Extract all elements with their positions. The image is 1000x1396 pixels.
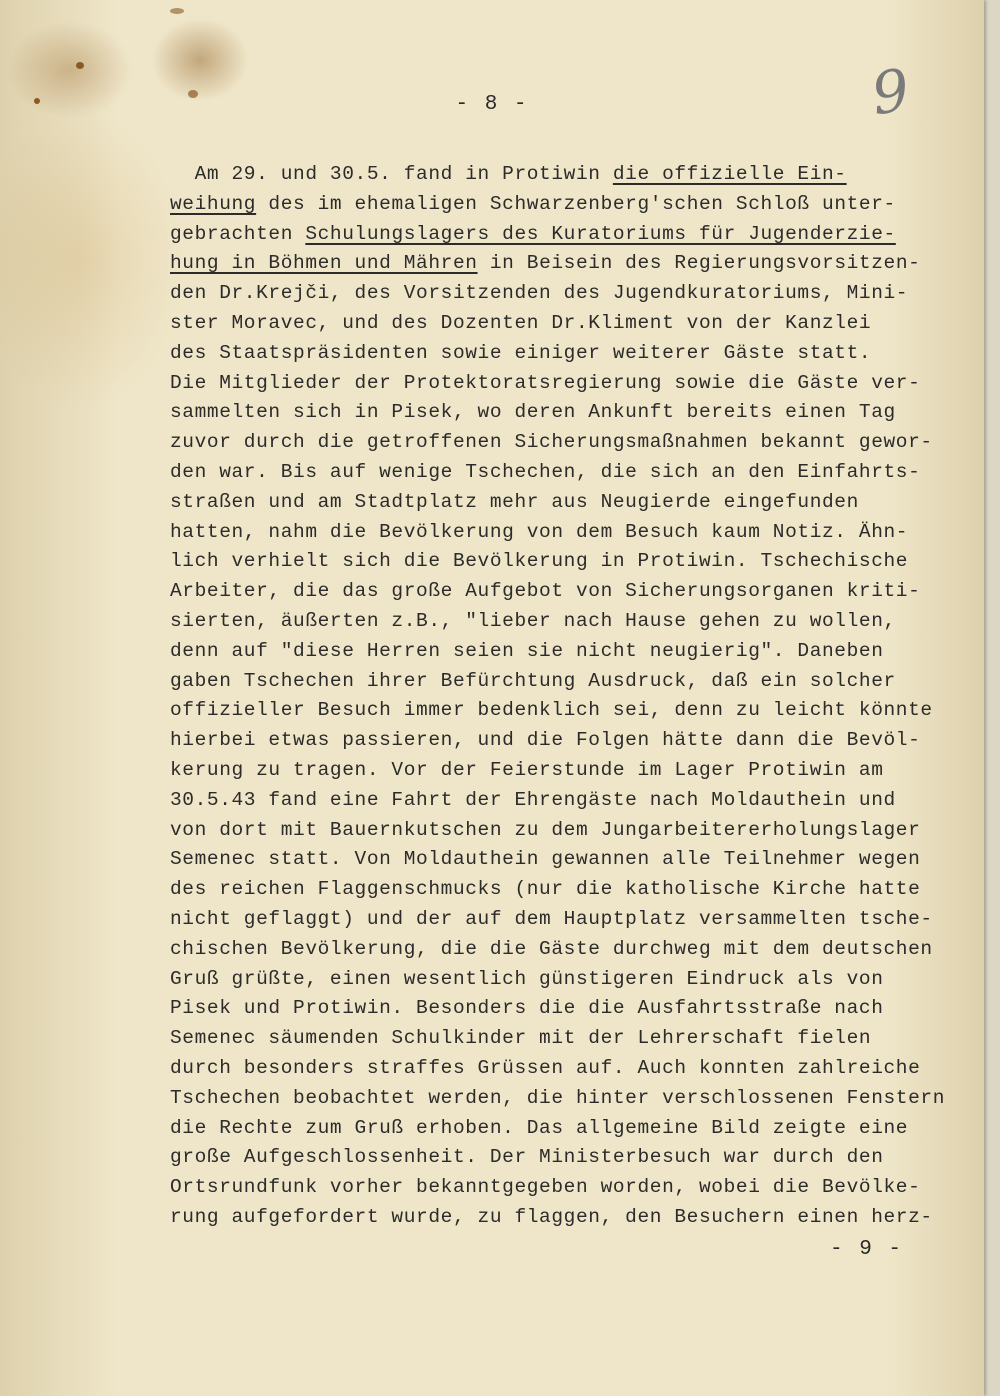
underlined-text: weihung [170, 192, 257, 215]
text-segment: des reichen Flaggenschmucks (nur die katholische Kirche hatte [170, 878, 921, 901]
text-line [170, 905, 933, 935]
text-line [170, 1173, 930, 1203]
underlined-text: hung in Böhmen und Mähren [170, 252, 478, 275]
text-segment: den war. Bis auf wenige Tschechen, die sich an den Einfahrts- [170, 460, 921, 483]
text-line [170, 1114, 930, 1144]
text-line [170, 1203, 933, 1233]
text-line [170, 726, 930, 756]
catchword-next-page: - 9 - [830, 1238, 904, 1261]
text-line [170, 935, 933, 965]
text-line [170, 547, 930, 577]
burn-stain [76, 62, 84, 69]
text-segment: Semenec statt. Von Moldauthein gewannen alle Teilnehmer wegen [170, 848, 921, 871]
text-segment: sammelten sich in Pisek, wo deren Ankunft bereits einen Tag [170, 401, 896, 424]
text-line [170, 339, 930, 369]
text-line [170, 786, 930, 816]
text-segment: durch besonders straffes Grüssen auf. Auch konnten zahlreiche [170, 1056, 921, 1079]
text-segment: sierten, äußerten z.B., "lieber nach Hause gehen zu wollen, [170, 609, 896, 632]
text-line [170, 845, 930, 875]
text-line [170, 369, 930, 399]
text-line [170, 994, 930, 1024]
text-line [170, 488, 930, 518]
text-line [170, 249, 930, 279]
text-segment: des Staatspräsidenten sowie einiger weiterer Gäste statt. [170, 341, 872, 364]
page-number: - 8 - [455, 93, 529, 116]
text-segment: Tschechen beobachtet werden, die hinter verschlossenen Fenstern [170, 1086, 946, 1109]
text-segment: den Dr.Krejči, des Vorsitzenden des Jugendkuratoriums, Mini- [170, 282, 909, 305]
text-line [170, 309, 930, 339]
text-segment: hierbei etwas passieren, und die Folgen hätte dann die Bevöl- [170, 729, 921, 752]
text-line [170, 190, 930, 220]
text-segment: rung aufgefordert wurde, zu flaggen, den Besuchern einen herz- [170, 1205, 933, 1228]
text-segment: des im ehemaligen Schwarzenberg'schen Schloß unter- [256, 192, 896, 215]
text-line [170, 428, 933, 458]
body-text [170, 160, 946, 1233]
text-segment: Pisek und Protiwin. Besonders die die Ausfahrtsstraße nach [170, 997, 884, 1020]
text-segment: nicht geflaggt) und der auf dem Hauptplatz versammelten tsche- [170, 907, 933, 930]
text-segment: Arbeiter, die das große Aufgebot von Sicherungsorganen kriti- [170, 580, 921, 603]
text-segment: Ortsrundfunk vorher bekanntgegeben worden, wobei die Bevölke- [170, 1176, 921, 1199]
text-segment: gebrachten [170, 222, 306, 245]
text-line [170, 667, 930, 697]
text-line [170, 1054, 930, 1084]
text-line [170, 577, 930, 607]
text-segment: Gruß grüßte, einen wesentlich günstigeren Eindruck als von [170, 967, 884, 990]
text-line [170, 1084, 946, 1114]
text-segment: ster Moravec, und des Dozenten Dr.Kliment von der Kanzlei [170, 311, 872, 334]
text-line [170, 458, 930, 488]
text-line [170, 875, 930, 905]
text-line [170, 518, 930, 548]
text-line [170, 965, 930, 995]
underlined-text: Schulungslagers des Kuratoriums für Jugenderzie- [305, 222, 896, 245]
text-segment: Semenec säumenden Schulkinder mit der Lehrerschaft fielen [170, 1027, 872, 1050]
text-line [170, 816, 930, 846]
text-segment: 30.5.43 fand eine Fahrt der Ehrengäste nach Moldauthein und [170, 788, 896, 811]
handwritten-page-number: 9 [867, 55, 914, 129]
text-line [170, 1143, 930, 1173]
text-line [170, 220, 930, 250]
text-line [170, 398, 930, 428]
text-line [170, 160, 930, 190]
text-segment: die Rechte zum Gruß erhoben. Das allgemeine Bild zeigte eine [170, 1116, 909, 1139]
text-segment: Am 29. und 30.5. fand in Protiwin [170, 163, 613, 185]
text-segment: denn auf "diese Herren seien sie nicht neugierig". Daneben [170, 639, 884, 662]
text-line [170, 607, 930, 637]
text-line [170, 756, 930, 786]
underlined-text: die offizielle Ein- [612, 163, 847, 185]
text-segment: lich verhielt sich die Bevölkerung in Protiwin. Tschechische [170, 550, 909, 573]
text-segment: chischen Bevölkerung, die die Gäste durchweg mit dem deutschen [170, 937, 933, 960]
text-segment: kerung zu tragen. Vor der Feierstunde im Lager Protiwin am [170, 758, 884, 781]
text-segment: gaben Tschechen ihrer Befürchtung Ausdruck, daß ein solcher [170, 669, 896, 692]
text-segment: in Beisein des Regierungsvorsitzen- [477, 252, 921, 275]
text-line [170, 1024, 930, 1054]
text-line [170, 637, 930, 667]
text-segment: von dort mit Bauernkutschen zu dem Jungarbeitererholungslager [170, 818, 921, 841]
text-line [170, 696, 933, 726]
text-segment: große Aufgeschlossenheit. Der Ministerbesuch war durch den [170, 1146, 884, 1169]
text-segment: Die Mitglieder der Protektoratsregierung sowie die Gäste ver- [170, 371, 921, 394]
text-segment: straßen und am Stadtplatz mehr aus Neugierde eingefunden [170, 490, 859, 513]
text-segment: hatten, nahm die Bevölkerung von dem Besuch kaum Notiz. Ähn- [170, 520, 909, 543]
text-segment: zuvor durch die getroffenen Sicherungsmaßnahmen bekannt gewor- [170, 431, 933, 454]
text-segment: offizieller Besuch immer bedenklich sei, denn zu leicht könnte [170, 699, 933, 722]
text-line [170, 279, 930, 309]
burn-stain [170, 8, 184, 14]
